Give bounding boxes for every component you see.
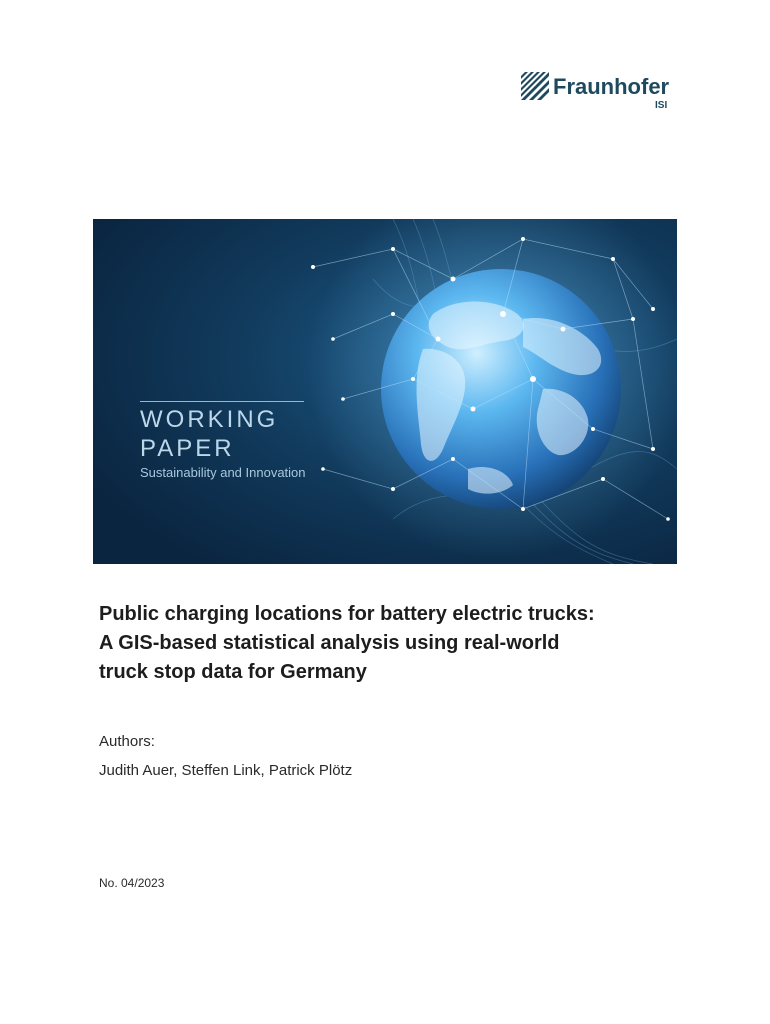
paper-title [99,600,699,687]
globe-network-image [93,219,677,564]
cover-series-title-line2: PAPER [140,435,235,462]
cover-series-title-line1: WORKING [140,406,279,433]
cover-image [93,219,677,564]
cover-series-subtitle: Sustainability and Innovation [140,465,306,480]
cover-series-title [140,405,278,463]
logo-subtitle: ISI [655,100,668,111]
authors-list: Judith Auer, Steffen Link, Patrick Plötz [99,762,353,779]
paper-title-line3: truck stop data for Germany [99,661,367,683]
logo-name: Fraunhofer [553,74,670,99]
authors-label: Authors: [99,733,155,750]
paper-title-line2: A GIS-based statistical analysis using real-world [99,632,560,654]
cover-divider [140,401,304,402]
paper-number: No. 04/2023 [99,876,165,890]
fraunhofer-logo [521,72,681,118]
fraunhofer-logo-icon [521,72,549,100]
paper-title-line1: Public charging locations for battery electric trucks: [99,603,595,625]
